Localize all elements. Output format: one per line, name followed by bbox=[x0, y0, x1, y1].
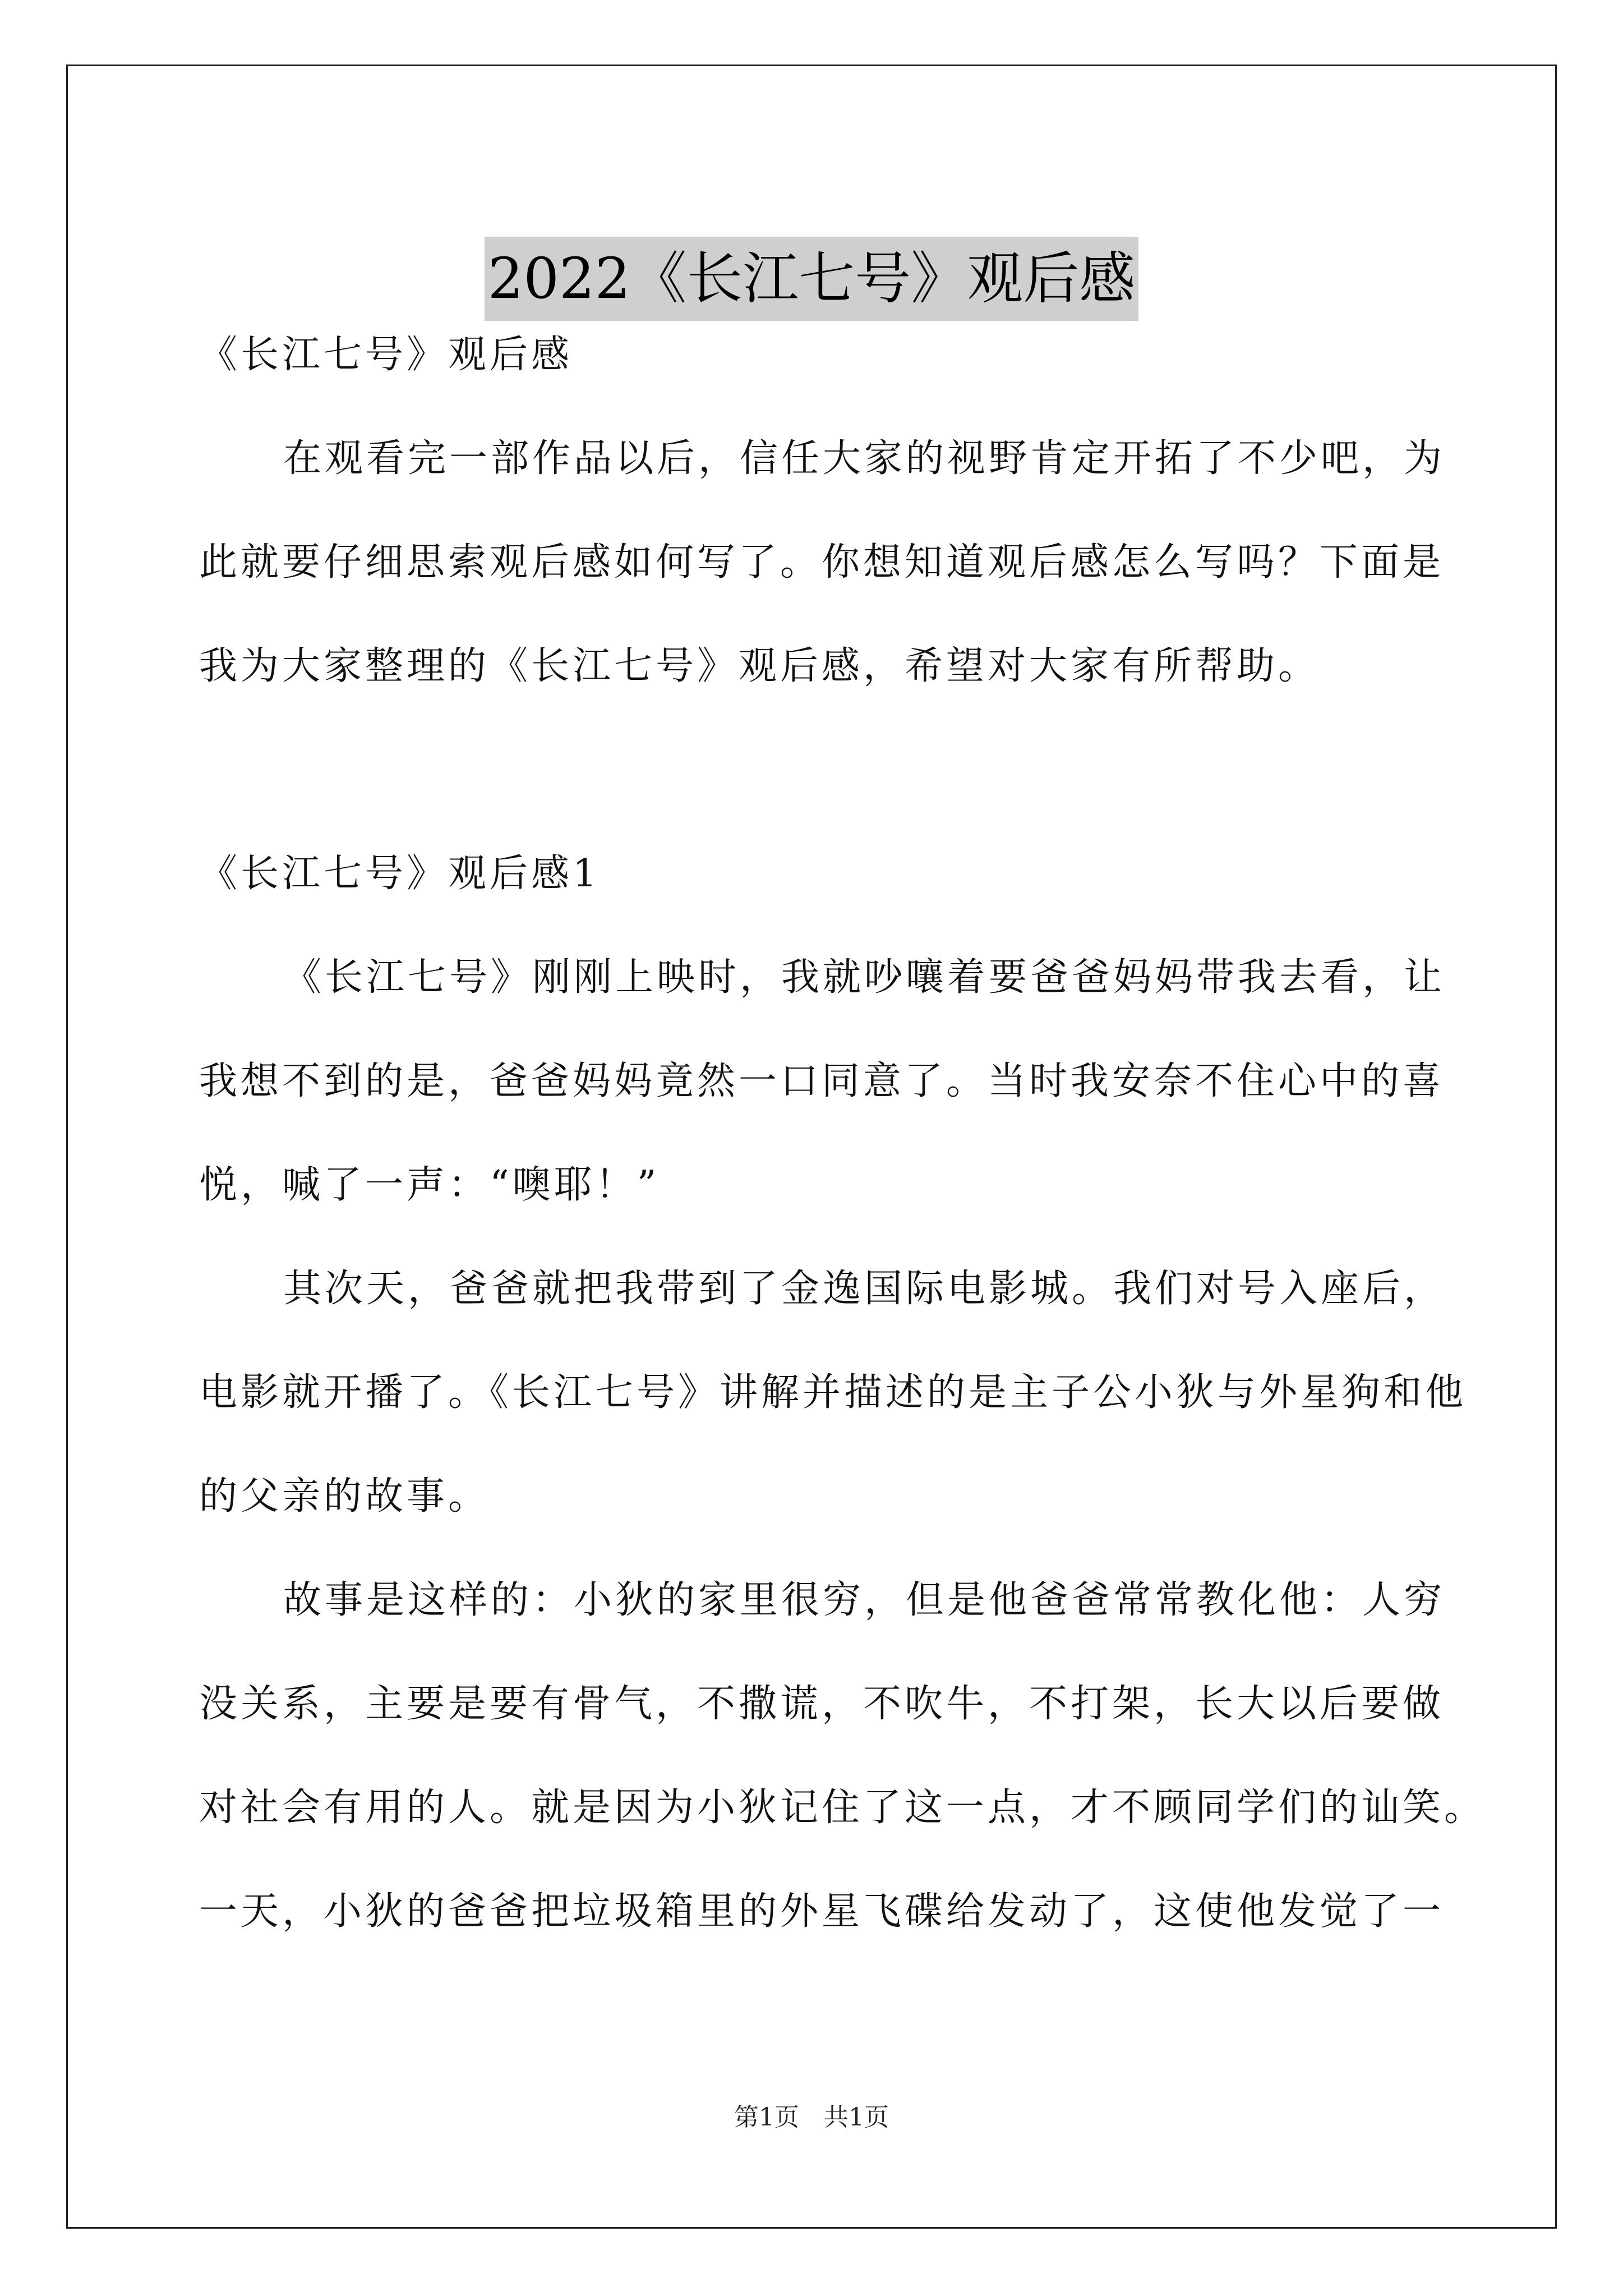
page-footer: 第1页 共1页 bbox=[734, 2103, 889, 2132]
paragraph-line: 《长江七号》刚刚上映时，我就吵嚷着要爸爸妈妈带我去看，让 bbox=[283, 955, 1446, 1000]
paragraph-line: 故事是这样的：小狄的家里很穷，但是他爸爸常常教化他：人穷 bbox=[283, 1578, 1446, 1622]
paragraph-line: 对社会有用的人。就是因为小狄记住了这一点，才不顾同学们的讪笑。 bbox=[199, 1786, 1486, 1830]
paragraph-line: 的父亲的故事。 bbox=[199, 1474, 490, 1519]
paragraph-line: 此就要仔细思索观后感如何写了。你想知道观后感怎么写吗？下面是 bbox=[199, 540, 1445, 585]
paragraph-line: 在观看完一部作品以后，信任大家的视野肯定开拓了不少吧，为 bbox=[283, 436, 1446, 481]
paragraph-line: 悦，喊了一声：“噢耶！” bbox=[199, 1163, 660, 1207]
paragraph-line: 其次天，爸爸就把我带到了金逸国际电影城。我们对号入座后， bbox=[283, 1267, 1446, 1311]
document-body bbox=[199, 303, 1486, 1963]
section-heading: 《长江七号》观后感 bbox=[199, 333, 573, 377]
section-heading: 《长江七号》观后感1 bbox=[199, 852, 601, 896]
paragraph-gap bbox=[199, 718, 1433, 822]
paragraph-line: 一天，小狄的爸爸把垃圾箱里的外星飞碟给发动了，这使他发觉了一 bbox=[199, 1889, 1445, 1934]
paragraph-line: 我想不到的是，爸爸妈妈竟然一口同意了。当时我安奈不住心中的喜 bbox=[199, 1059, 1445, 1103]
document-title: 2022《长江七号》观后感 bbox=[485, 237, 1139, 321]
paragraph-line: 我为大家整理的《长江七号》观后感，希望对大家有所帮助。 bbox=[199, 644, 1320, 688]
paragraph-line: 电影就开播了。《长江七号》讲解并描述的是主子公小狄与外星狗和他 bbox=[199, 1370, 1467, 1415]
paragraph-line: 没关系，主要是要有骨气，不撒谎，不吹牛，不打架，长大以后要做 bbox=[199, 1682, 1445, 1726]
